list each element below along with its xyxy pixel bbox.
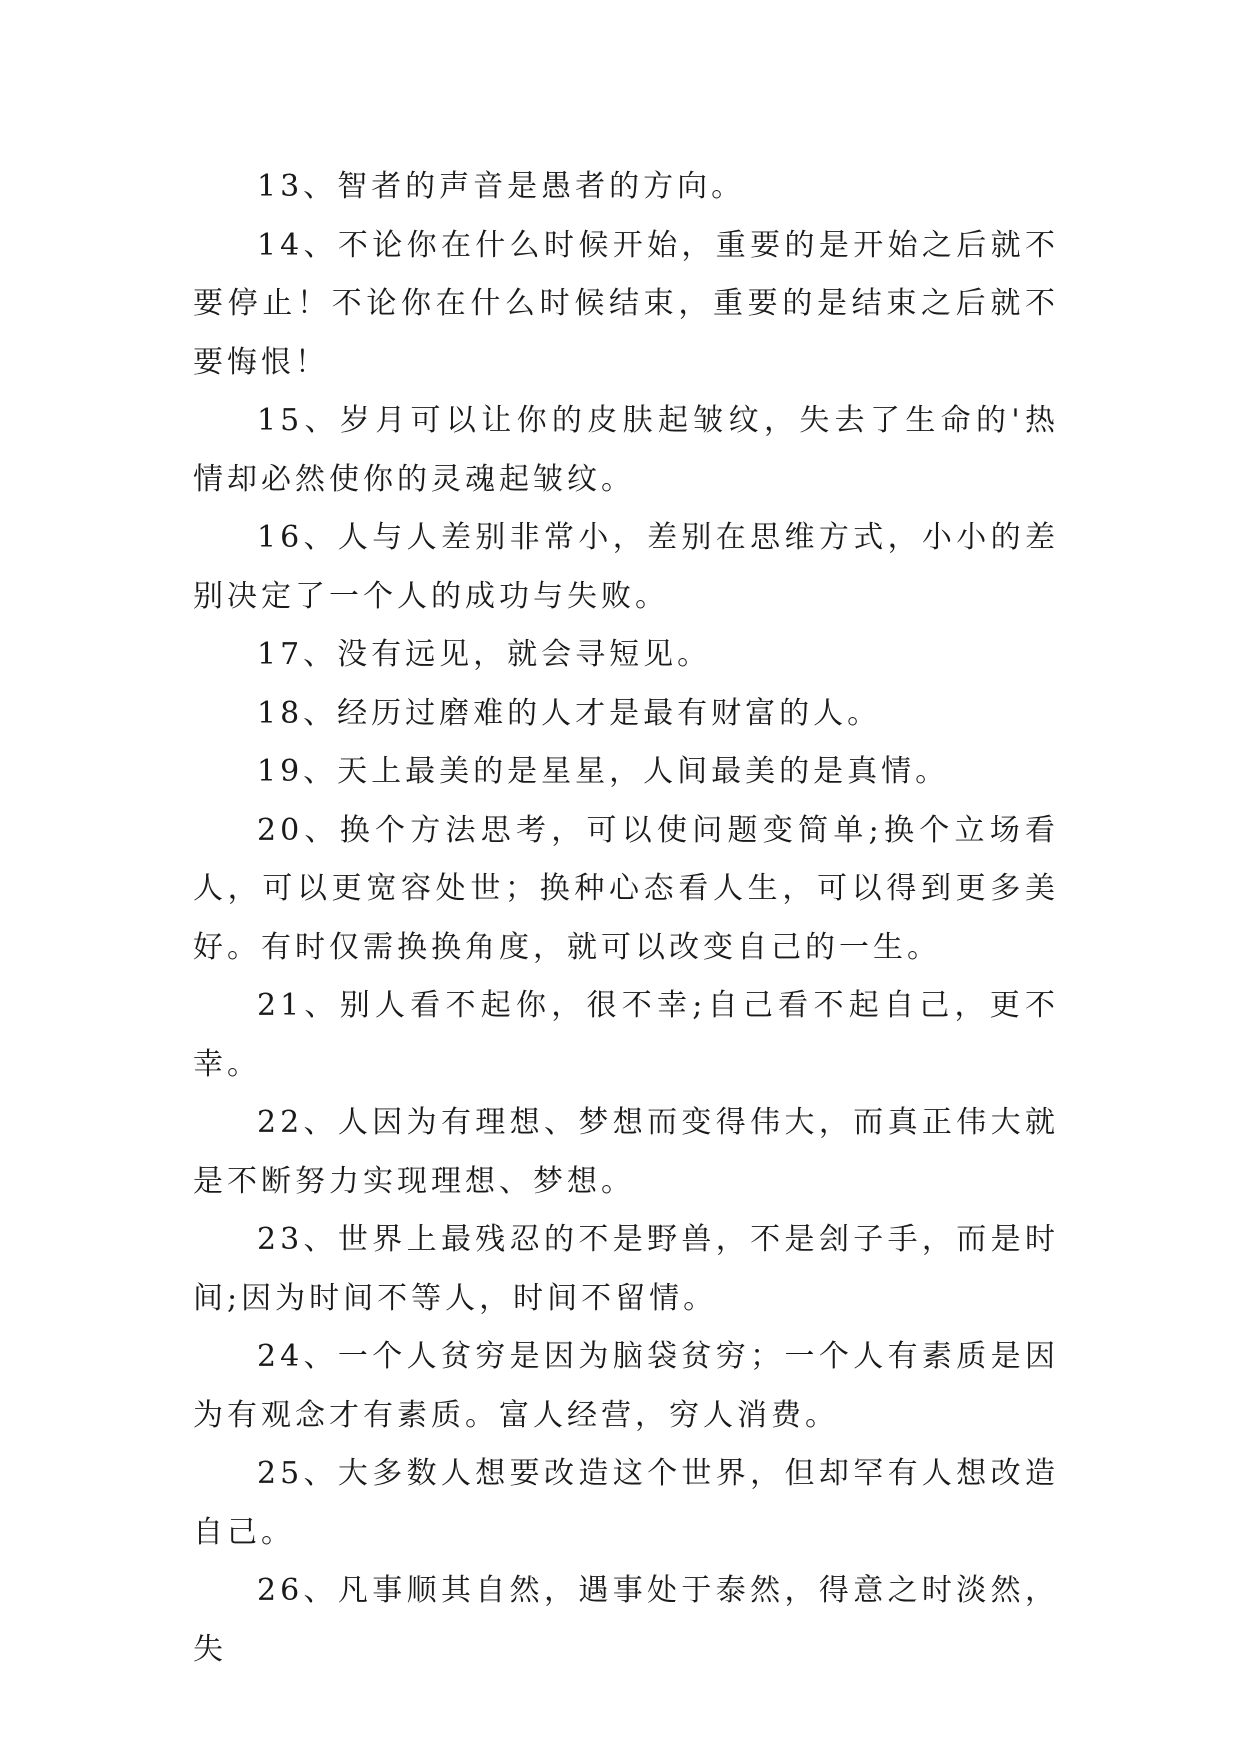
paragraph-21: 21、别人看不起你，很不幸;自己看不起自己，更不幸。 <box>193 988 1059 1082</box>
paragraph-25: 25、大多数人想要改造这个世界，但却罕有人想改造自己。 <box>193 1456 1059 1550</box>
paragraph-13: 13、智者的声音是愚者的方向。 <box>257 169 746 204</box>
paragraph-18: 18、经历过磨难的人才是最有财富的人。 <box>257 695 882 731</box>
paragraph-14: 14、不论你在什么时候开始，重要的是开始之后就不要停止！不论你在什么时候结束，重要的是结束之后就不要悔恨！ <box>193 227 1059 380</box>
paragraph-23: 23、世界上最残忍的不是野兽，不是刽子手，而是时间;因为时间不等人，时间不留情。 <box>193 1222 1059 1316</box>
paragraph-26: 26、凡事顺其自然，遇事处于泰然，得意之时淡然，失 <box>193 1573 1059 1667</box>
paragraph-20: 20、换个方法思考，可以使问题变简单;换个立场看人，可以更宽容处世；换种心态看人生，可以得到更多美好。有时仅需换换角度，就可以改变自己的一生。 <box>193 812 1059 965</box>
paragraph-19: 19、天上最美的是星星，人间最美的是真情。 <box>257 754 950 789</box>
paragraph-17: 17、没有远见，就会寻短见。 <box>257 637 712 672</box>
paragraph-16: 16、人与人差别非常小，差别在思维方式，小小的差别决定了一个人的成功与失败。 <box>193 520 1059 614</box>
paragraph-24: 24、一个人贫穷是因为脑袋贫穷；一个人有素质是因为有观念才有素质。富人经营，穷人消费。 <box>193 1339 1059 1433</box>
paragraph-22: 22、人因为有理想、梦想而变得伟大，而真正伟大就是不断努力实现理想、梦想。 <box>193 1105 1059 1199</box>
document-body <box>193 158 1059 1679</box>
paragraph-15: 15、岁月可以让你的皮肤起皱纹，失去了生命的'热情却必然使你的灵魂起皱纹。 <box>193 403 1059 497</box>
